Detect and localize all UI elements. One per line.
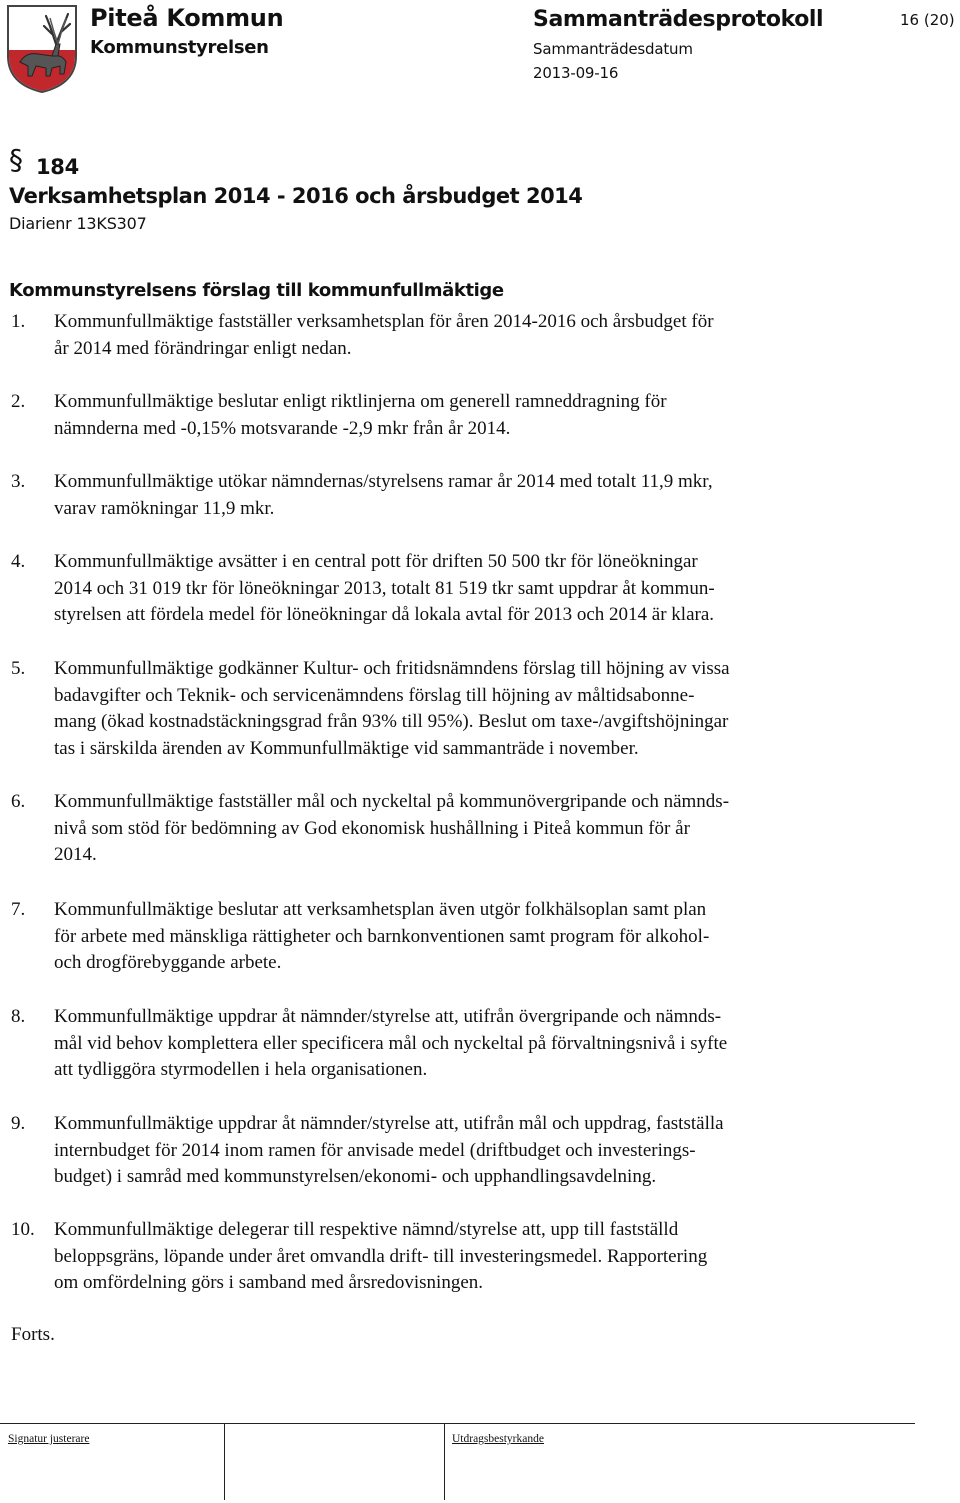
footer-column-divider — [444, 1423, 445, 1500]
item-number: 9. — [11, 1113, 26, 1134]
item-line: Kommunfullmäktige beslutar enligt riktlinjerna om generell ramneddragning för — [54, 391, 667, 412]
signature-label: Signatur justerare — [8, 1433, 90, 1445]
organization-name: Piteå Kommun — [90, 4, 284, 32]
item-number: 5. — [11, 658, 26, 679]
item-number: 8. — [11, 1006, 26, 1027]
item-number: 3. — [11, 471, 26, 492]
reindeer-coat-of-arms-icon — [6, 4, 78, 94]
item-line: mang (ökad kostnadstäckningsgrad från 93% till 95%). Beslut om taxe-/avgiftshöjningar — [54, 711, 729, 733]
item-number: 10. — [11, 1219, 35, 1240]
item-line: badavgifter och Teknik- och servicenämndens förslag till höjning av måltidsabonne- — [54, 684, 695, 706]
item-number: 4. — [11, 551, 26, 572]
item-line: Kommunfullmäktige godkänner Kultur- och fritidsnämndens förslag till höjning av vissa — [54, 658, 730, 679]
item-number: 1. — [11, 311, 26, 332]
item-line: tas i särskilda ärenden av Kommunfullmäktige vid sammanträde i november. — [54, 737, 639, 759]
item-line: om omfördelning görs i samband med årsredovisningen. — [54, 1272, 484, 1294]
meeting-date-label: Sammanträdesdatum — [533, 40, 693, 58]
section-sign: § — [9, 143, 23, 176]
item-line: internbudget för 2014 inom ramen för anvisade medel (driftbudget och investerings- — [54, 1139, 696, 1161]
section-number: 184 — [36, 155, 79, 179]
item-line: och drogförebyggande arbete. — [54, 952, 282, 974]
meeting-date-value: 2013-09-16 — [533, 64, 619, 82]
page-number: 16 (20) — [900, 11, 955, 29]
diary-number: Diarienr 13KS307 — [9, 214, 147, 233]
item-line: Kommunfullmäktige utökar nämndernas/styrelsens ramar år 2014 med totalt 11,9 mkr, — [54, 471, 713, 492]
board-name: Kommunstyrelsen — [90, 37, 269, 58]
item-number: 7. — [11, 899, 26, 920]
item-line: att tydliggöra styrmodellen i hela organisationen. — [54, 1059, 428, 1081]
continued-note: Forts. — [11, 1324, 55, 1345]
item-number: 2. — [11, 391, 26, 412]
item-line: beloppsgräns, löpande under året omvandla drift- till investeringsmedel. Rapportering — [54, 1245, 708, 1267]
item-line: Kommunfullmäktige beslutar att verksamhetsplan även utgör folkhälsoplan samt plan — [54, 899, 707, 920]
item-line: 2014 och 31 019 tkr för löneökningar 2013, totalt 81 519 tkr samt uppdrar åt kommun- — [54, 577, 715, 599]
item-line: för arbete med mänskliga rättigheter och barnkonventionen samt program för alkohol- — [54, 925, 710, 947]
item-line: Kommunfullmäktige uppdrar åt nämnder/styrelse att, utifrån mål och uppdrag, fastställa — [54, 1113, 724, 1134]
item-line: mål vid behov komplettera eller specificera mål och nyckeltal på förvaltningsnivå i syfte — [54, 1032, 728, 1054]
item-line: Kommunfullmäktige uppdrar åt nämnder/styrelse att, utifrån övergripande och nämnds- — [54, 1006, 722, 1027]
item-line: budget) i samråd med kommunstyrelsen/ekonomi- och upphandlingsavdelning. — [54, 1166, 657, 1188]
proposal-heading: Kommunstyrelsens förslag till kommunfullmäktige — [9, 280, 504, 301]
footer-column-divider — [224, 1423, 225, 1500]
item-line: styrelsen att fördela medel för löneökningar då lokala avtal för 2013 och 2014 är klara. — [54, 604, 715, 626]
item-line: Kommunfullmäktige fastställer verksamhetsplan för åren 2014-2016 och årsbudget för — [54, 311, 714, 332]
item-line: Kommunfullmäktige avsätter i en central pott för driften 50 500 tkr för löneökningar — [54, 551, 698, 572]
section-title: Verksamhetsplan 2014 - 2016 och årsbudget 2014 — [9, 184, 583, 208]
item-line: varav ramökningar 11,9 mkr. — [54, 497, 275, 519]
item-line: 2014. — [54, 844, 97, 866]
item-line: år 2014 med förändringar enligt nedan. — [54, 337, 352, 359]
item-line: Kommunfullmäktige fastställer mål och nyckeltal på kommunövergripande och nämnds- — [54, 791, 730, 812]
extract-certification-label: Utdragsbestyrkande — [452, 1433, 544, 1445]
item-line: nämnderna med -0,15% motsvarande -2,9 mkr från år 2014. — [54, 417, 511, 439]
footer-divider — [0, 1423, 915, 1424]
document-title: Sammanträdesprotokoll — [533, 7, 824, 32]
item-line: nivå som stöd för bedömning av God ekonomisk hushållning i Piteå kommun för år — [54, 817, 690, 839]
item-line: Kommunfullmäktige delegerar till respektive nämnd/styrelse att, upp till fastställd — [54, 1219, 679, 1240]
item-number: 6. — [11, 791, 26, 812]
